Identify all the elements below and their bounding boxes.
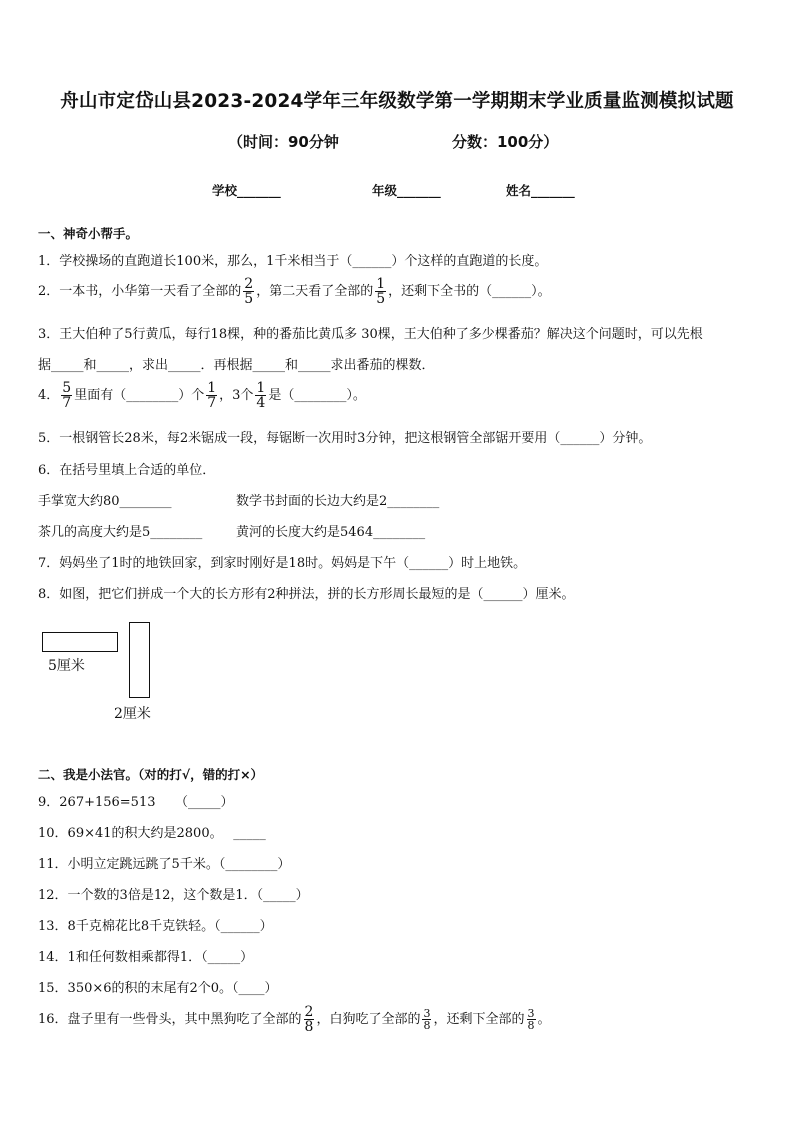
fraction: $\frac{1}{7}$	[207, 380, 217, 411]
grade-field[interactable]: 年级_______	[372, 183, 441, 198]
question-10: 10．69×41的积大约是2800。 _____	[38, 826, 266, 841]
school-field[interactable]: 学校_______	[212, 183, 281, 198]
fraction: $\frac{1}{5}$	[376, 276, 386, 307]
question-6b: 数学书封面的长边大约是2________	[236, 494, 440, 509]
question-14: 14．1和任何数相乘都得1．（_____）	[38, 950, 254, 965]
question-6: 6．在括号里填上合适的单位．	[38, 463, 216, 478]
question-9: 9．267+156=513 （_____）	[38, 795, 234, 810]
section1-heading: 一、神奇小帮手。	[38, 226, 139, 241]
question-3-line2: 据_____和_____，求出_____．再根据_____和_____求出番茄的棵数．	[38, 358, 435, 373]
question-7: 7．妈妈坐了1时的地铁回家，到家时刚好是18时。妈妈是下午（______）时上地铁。	[38, 556, 527, 571]
question-5: 5．一根钢管长28米，每2米锯成一段，每锯断一次用时3分钟，把这根钢管全部锯开要用（______）分钟。	[38, 431, 652, 446]
vertical-rectangle	[129, 622, 150, 698]
figure-label-2cm: 2厘米	[114, 706, 151, 722]
figure-label-5cm: 5厘米	[48, 658, 85, 674]
fraction: $\frac{5}{7}$	[62, 380, 72, 411]
question-2: 2．一本书，小华第一天看了全部的 $\frac{2}{5}$ ，第二天看了全部的 $\frac{1}{5}$ ，还剩下全书的（______）。	[38, 276, 551, 307]
fraction: $\frac{3}{8}$	[527, 1007, 535, 1032]
name-field[interactable]: 姓名_______	[506, 183, 575, 198]
question-6d: 黄河的长度大约是5464________	[236, 525, 426, 540]
time-label: （时间：90分钟	[228, 133, 339, 151]
question-12: 12．一个数的3倍是12，这个数是1．（_____）	[38, 888, 309, 903]
exam-title: 舟山市定岱山县2023-2024学年三年级数学第一学期期末学业质量监测模拟试题	[60, 91, 734, 112]
question-3-line1: 3．王大伯种了5行黄瓜，每行18棵，种的番茄比黄瓜多 30棵，王大伯种了多少棵番茄？解决这个问题时，可以先根	[38, 327, 703, 342]
fraction: $\frac{2}{8}$	[304, 1004, 314, 1035]
question-6c: 茶几的高度大约是5________	[38, 525, 203, 540]
horizontal-rectangle	[42, 632, 118, 652]
question-4: 4． $\frac{5}{7}$ 里面有（________）个 $\frac{1}{7}$ ，3个 $\frac{1}{4}$ 是（________）。	[38, 380, 366, 411]
question-6a: 手掌宽大约80________	[38, 494, 172, 509]
fraction: $\frac{3}{8}$	[423, 1007, 431, 1032]
score-label: 分数：100分）	[452, 133, 559, 151]
question-11: 11．小明立定跳远跳了5千米。（________）	[38, 857, 291, 872]
fraction: $\frac{1}{4}$	[256, 380, 266, 411]
question-16: 16．盘子里有一些骨头，其中黑狗吃了全部的 $\frac{2}{8}$ ，白狗吃了全部的 $\frac{3}{8}$ ，还剩下全部的 $\frac{3}{8}$ 。	[38, 1004, 551, 1035]
question-15: 15．350×6的积的末尾有2个0。（____）	[38, 981, 278, 996]
question-13: 13．8千克棉花比8千克铁轻。（______）	[38, 919, 273, 934]
fraction: $\frac{2}{5}$	[244, 276, 254, 307]
question-1: 1．学校操场的直跑道长100米，那么，1千米相当于（______）个这样的直跑道的长度。	[38, 254, 548, 269]
section2-heading: 二、我是小法官。（对的打√，错的打×）	[38, 767, 264, 782]
question-8: 8．如图，把它们拼成一个大的长方形有2种拼法，拼的长方形周长最短的是（______）厘米。	[38, 587, 575, 602]
